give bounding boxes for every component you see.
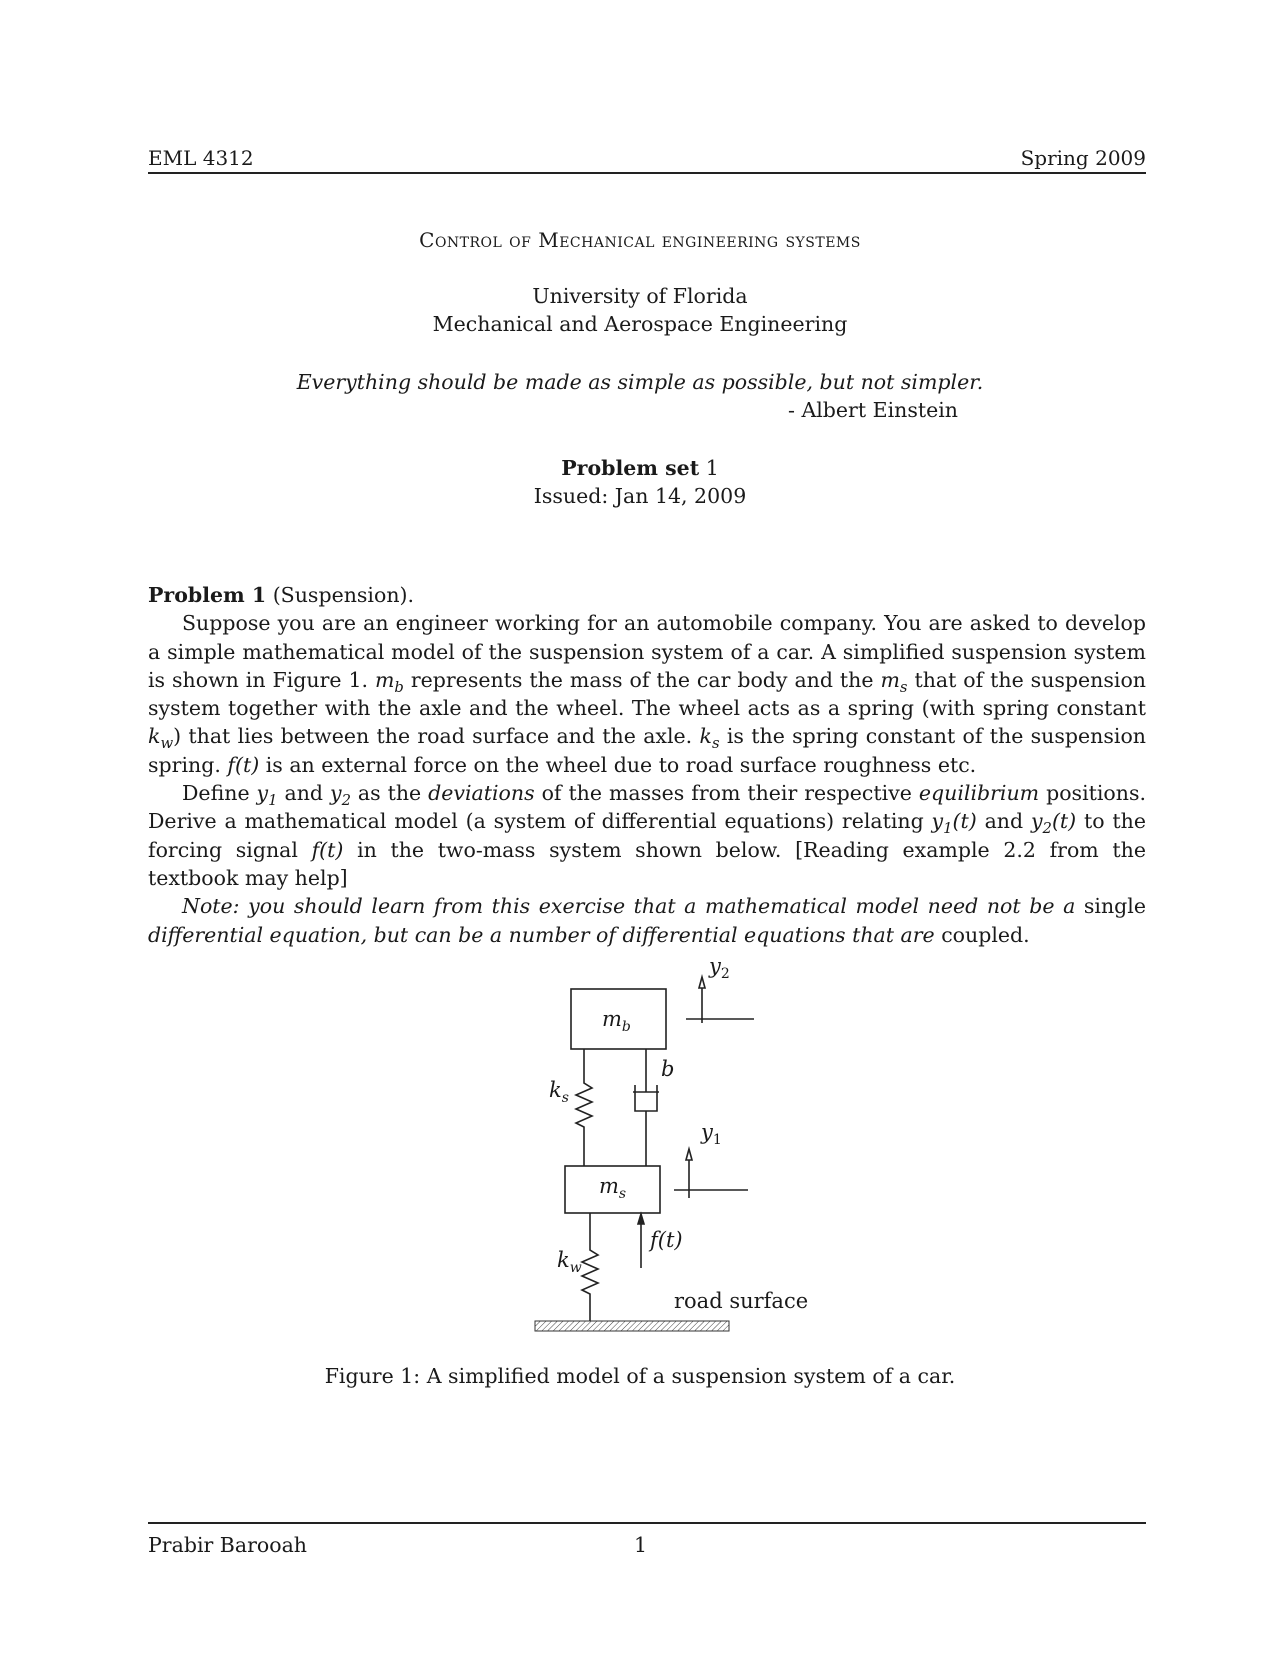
label-road-surface: road surface [674, 1289, 809, 1313]
department: Mechanical and Aerospace Engineering [432, 312, 848, 336]
footer-rule [148, 1522, 1146, 1524]
label-ks: $k_s$ [549, 1078, 569, 1106]
label-ms: $m_s$ [599, 1174, 627, 1202]
label-y1: $y_1$ [701, 1120, 722, 1148]
label-kw: $k_w$ [557, 1248, 582, 1276]
damper [633, 1049, 659, 1166]
wheel-spring [582, 1213, 598, 1321]
problem-1-paragraph-2: Define $y_1$ and $y_2$ as the deviations of the masses from their respective equilibrium positions. Derive a mathematical model (a system of differential equations) relating $y_1(t)$ and $y_2(t)$ to the forcing signal f(t) in the two-mass system shown below. [Reading example 2.2 from the textbook may help] [148, 781, 1146, 890]
university: University of Florida [532, 284, 748, 308]
y2-arrow-icon [699, 977, 705, 988]
issued-date: Issued: Jan 14, 2009 [533, 484, 747, 508]
figure-caption: Figure 1: A simplified model of a suspension system of a car. [324, 1364, 956, 1388]
problem-1-label: Problem 1 [148, 583, 267, 607]
force-arrow-icon [638, 1214, 644, 1224]
road-surface [535, 1321, 729, 1331]
problem-1-body [148, 581, 1146, 949]
quote-text: Everything should be made as simple as possible, but not simpler. [296, 370, 984, 394]
suspension-spring [576, 1049, 592, 1166]
footer-author: Prabir Barooah [148, 1533, 308, 1557]
label-b: b [661, 1057, 675, 1081]
header-course: EML 4312 [148, 146, 254, 170]
course-title: Control of Mechanical engineering systems [419, 228, 861, 252]
label-force: f(t) [650, 1228, 683, 1252]
suspension-diagram [0, 900, 1280, 1360]
problem-1-topic: (Suspension). [272, 583, 415, 607]
header-term: Spring 2009 [1020, 146, 1146, 170]
problem-1-heading [148, 581, 1146, 609]
header-rule [148, 172, 1146, 174]
page-number: 1 [634, 1533, 648, 1557]
quote-author: - Albert Einstein [788, 398, 958, 422]
label-y2: $y_2$ [709, 954, 730, 982]
label-mb: $m_b$ [602, 1007, 631, 1035]
problem-set-heading [0, 456, 1280, 480]
problem-set-number: 1 [705, 456, 719, 480]
problem-1-paragraph-1: Suppose you are an engineer working for an automobile company. You are asked to develop a simple mathematical model of the suspension system of a car. A simplified suspension system is shown in Figure 1. $m_b$ represents the mass of the car body and the $m_s$ that of the suspension system together with the axle and the wheel. The wheel acts as a spring (with spring constant $k_w$) that lies between the road surface and the axle. $k_s$ is the spring constant of the suspension spring. f(t) is an external force on the wheel due to road surface roughness etc. [148, 611, 1146, 777]
y1-arrow-icon [686, 1149, 692, 1160]
problem-1-note: Note: you should learn from this exercise that a mathematical model need not be a single differential equation, but can be a number of differential equations that are coupled. [148, 894, 1146, 947]
problem-set-label: Problem set [561, 456, 700, 480]
